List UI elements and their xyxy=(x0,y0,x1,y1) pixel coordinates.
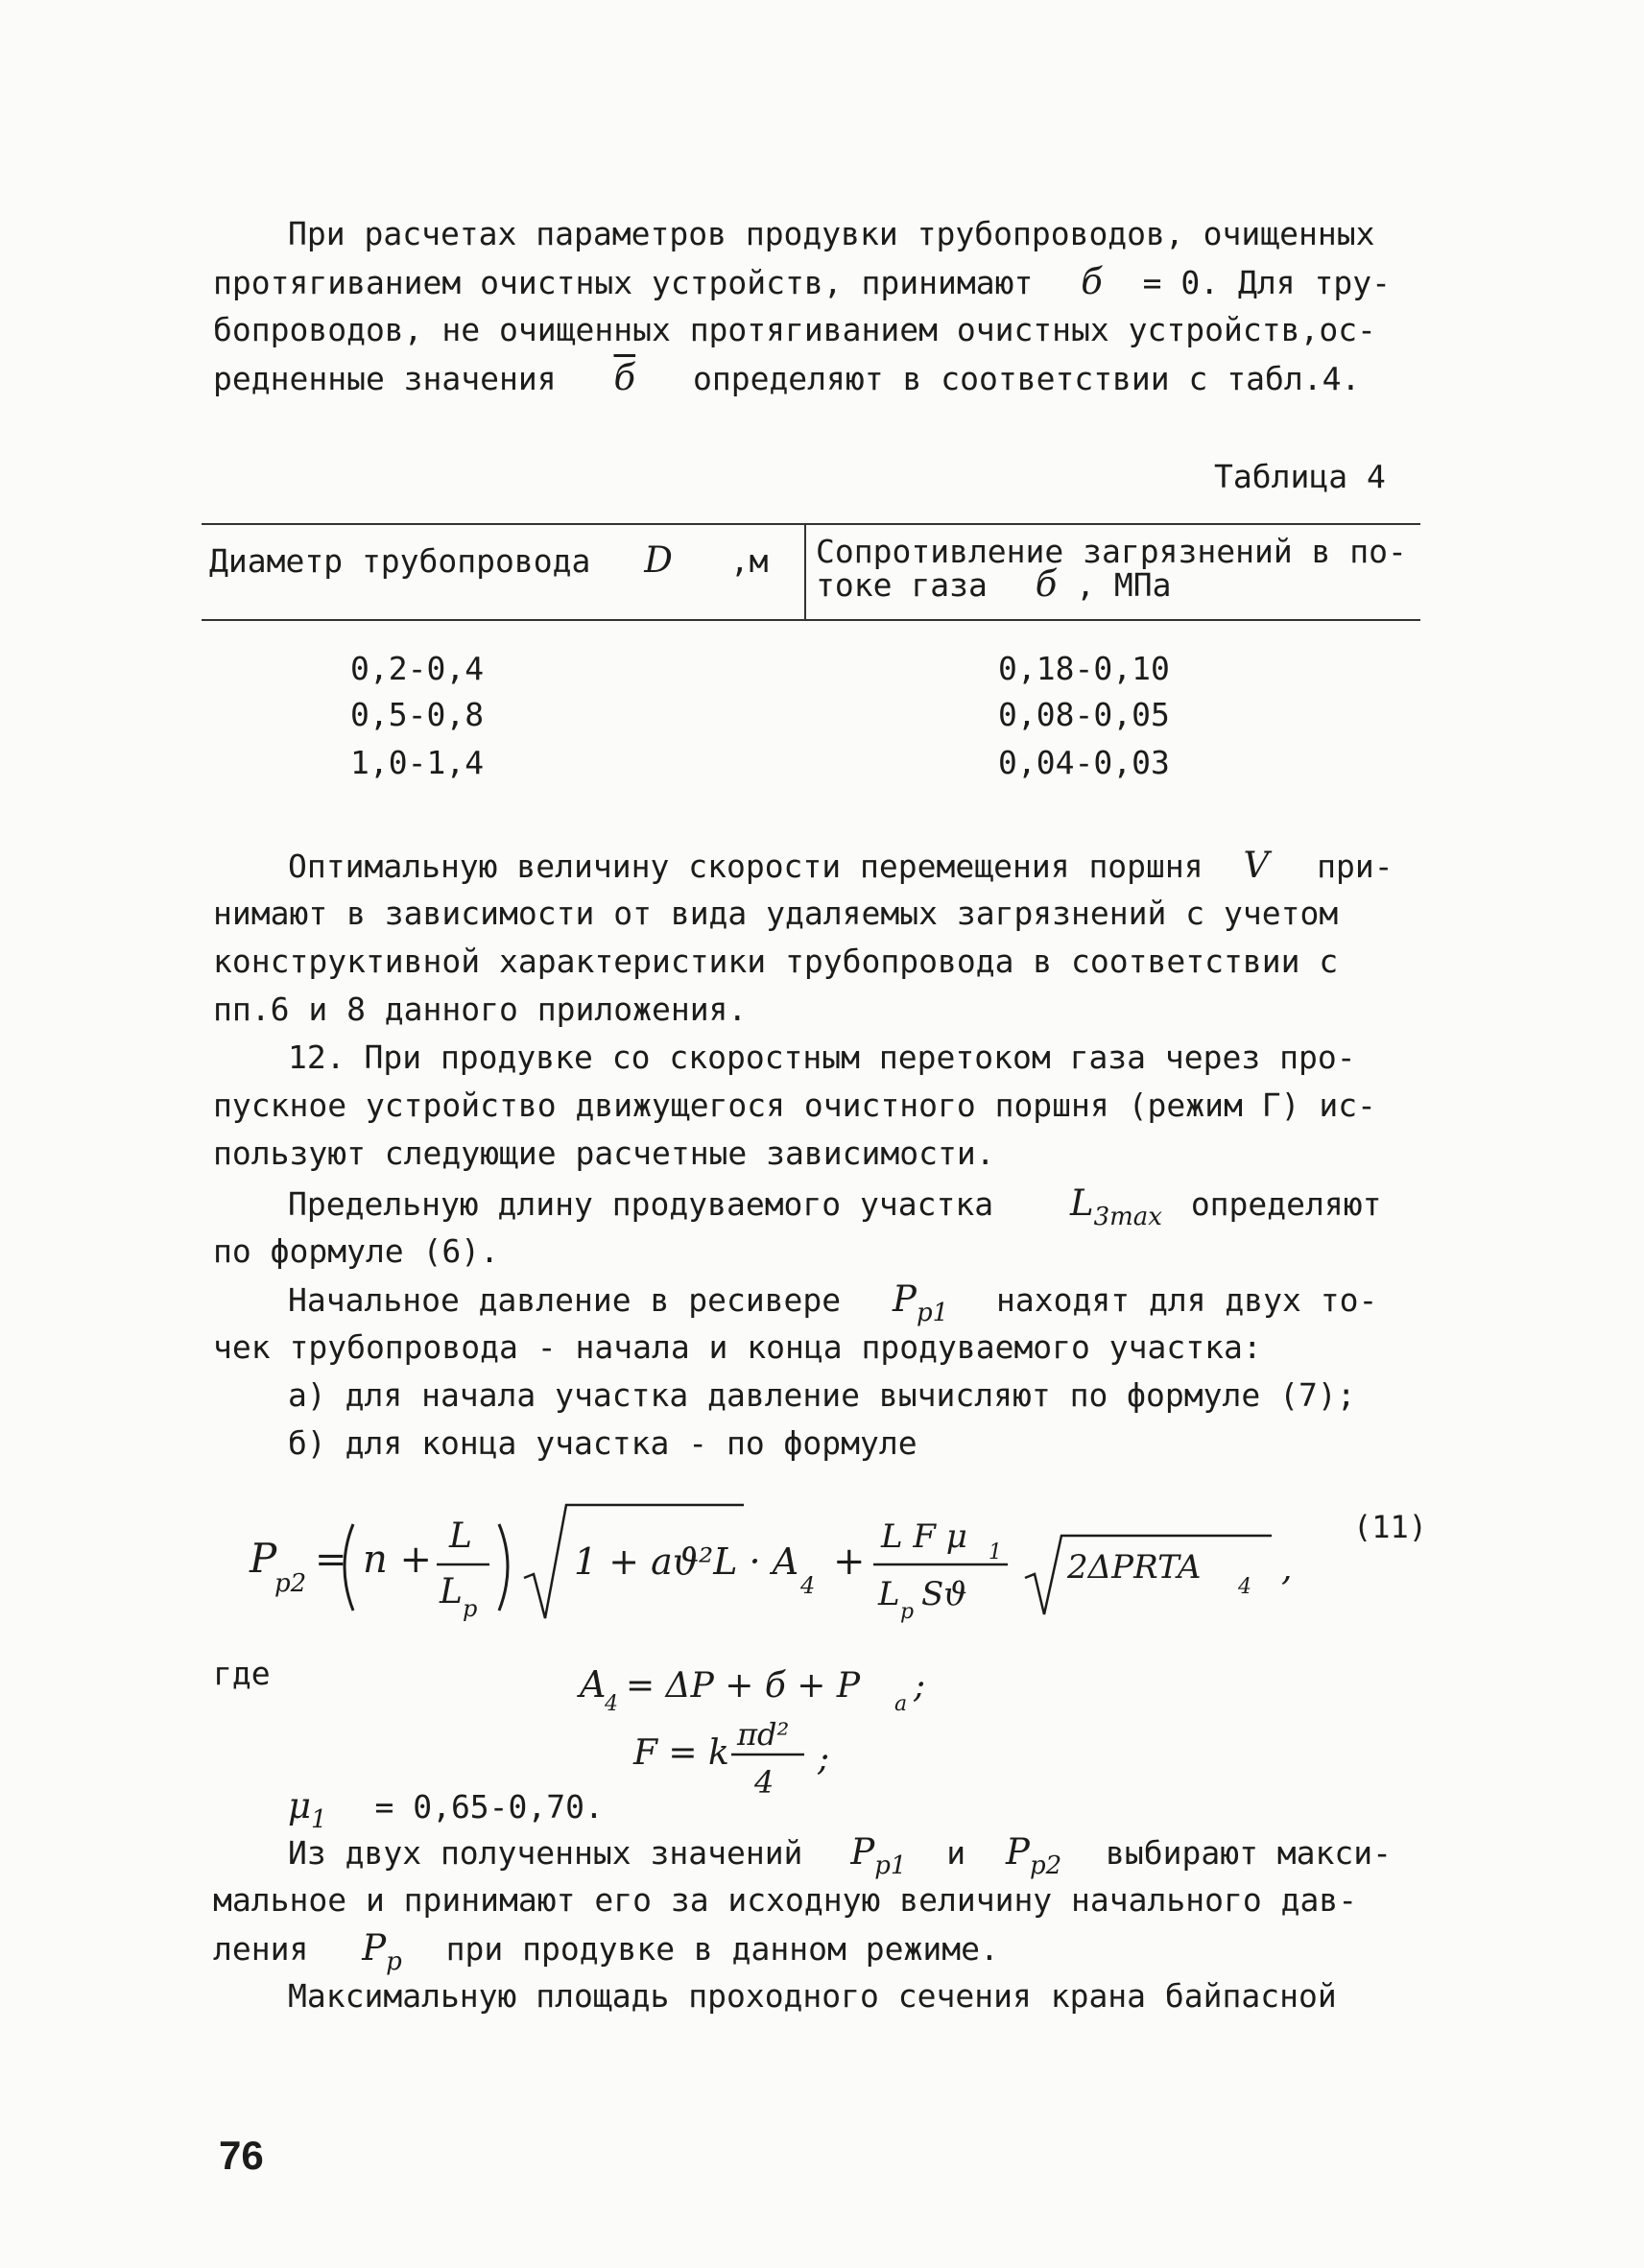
table-cell-resistance: 0,04-0,03 xyxy=(998,744,1170,781)
para2-line-2: пускное устройство движущегося очистного поршня (режим Г) ис- xyxy=(213,1086,1376,1124)
mu-line xyxy=(288,1785,604,1834)
para4-line-4: б) для конца участка - по формуле xyxy=(288,1424,917,1462)
formula-right-paren xyxy=(499,1524,508,1611)
para-text-end: находят для двух то- xyxy=(996,1281,1378,1319)
formula-equals: = xyxy=(315,1538,347,1582)
intro-text-end: определяют в соответствии с табл.4. xyxy=(692,360,1361,397)
para1-line-3: конструктивной характеристики трубопровода в соответствии с xyxy=(213,943,1339,980)
header-unit: , МПа xyxy=(1076,566,1172,604)
formula-lhs: P xyxy=(250,1535,277,1582)
pressure-symbol: P xyxy=(893,1278,917,1320)
para3-line-1 xyxy=(288,1182,1382,1229)
mu-symbol: μ xyxy=(288,1785,312,1826)
formula-frac2-numerator: L F μ xyxy=(881,1517,967,1556)
formula-root2-subscript: 4 xyxy=(1238,1575,1251,1599)
intro-line-3: бопроводов, не очищенных протягиванием очистных устройств,ос- xyxy=(213,311,1376,348)
para-text: Оптимальную величину скорости перемещения поршня xyxy=(288,848,1203,885)
para3-line-2: по формуле (6). xyxy=(213,1232,500,1270)
intro-text-end: = 0. Для тру- xyxy=(1142,264,1391,301)
intro-text: протягиванием очистных устройств, принимают xyxy=(213,264,1034,301)
f-end: ; xyxy=(818,1739,830,1779)
definitions-block xyxy=(566,1651,969,1804)
a4-rhs: = ΔP + б + P xyxy=(626,1666,861,1706)
formula-n: n + xyxy=(363,1538,432,1582)
formula-comma: , xyxy=(1281,1549,1293,1588)
conjunction: и xyxy=(946,1834,966,1872)
formula-frac2-denominator: L xyxy=(878,1575,900,1613)
para6-line-1: Максимальную площадь проходного сечения крана байпасной xyxy=(288,1977,1337,2015)
formula-plus: + xyxy=(833,1540,866,1584)
para-text: Начальное давление в ресивере xyxy=(288,1281,842,1319)
header-line-1: Сопротивление загрязнений в по- xyxy=(816,533,1407,570)
para1-line-1 xyxy=(288,845,1394,888)
table-cell-diameter: 0,5-0,8 xyxy=(350,696,485,733)
table-header-rule xyxy=(202,619,1420,621)
para2-line-1: 12. При продувке со скоростным перетоком газа через про- xyxy=(288,1039,1356,1076)
pressure-symbol: P xyxy=(1006,1831,1030,1873)
para-text-end: определяют xyxy=(1190,1185,1382,1223)
para5-line-1 xyxy=(288,1831,1393,1880)
formula-frac1-den-subscript: p xyxy=(463,1595,478,1622)
para-text: Предельную длину продуваемого участка xyxy=(288,1185,994,1223)
pressure-subscript: p xyxy=(386,1947,402,1976)
diameter-symbol: D xyxy=(644,539,673,581)
header-unit: ,м xyxy=(729,542,769,580)
formula-lhs-subscript: p2 xyxy=(274,1569,307,1598)
para1-line-4: пп.6 и 8 данного приложения. xyxy=(213,991,748,1028)
table-caption: Таблица 4 xyxy=(1214,458,1386,495)
formula-number: (11) xyxy=(1353,1509,1428,1545)
para-text-end: при- xyxy=(1317,848,1394,885)
mu-subscript: 1 xyxy=(311,1805,327,1834)
pressure-subscript: p1 xyxy=(874,1851,907,1880)
table-column-divider xyxy=(804,525,806,621)
para-text: ления xyxy=(213,1930,309,1968)
intro-line-4 xyxy=(213,357,1360,400)
pressure-subscript: p2 xyxy=(1029,1851,1062,1880)
header-text: Диаметр трубопровода xyxy=(209,542,591,580)
formula-frac2-den-tail: Sϑ xyxy=(921,1575,967,1613)
para-text-end: выбирают макси- xyxy=(1106,1834,1393,1872)
header-text: токе газа xyxy=(816,566,988,604)
table-cell-resistance: 0,08-0,05 xyxy=(998,696,1170,733)
f-lhs: F = k xyxy=(633,1733,729,1773)
sigma-symbol: б xyxy=(1035,563,1058,605)
para5-line-2: мальное и принимают его за исходную величину начального дав- xyxy=(213,1881,1358,1919)
intro-text: редненные значения xyxy=(213,360,557,397)
header-line-2 xyxy=(816,563,1407,605)
table-header-resistance xyxy=(816,533,1407,605)
pressure-symbol: P xyxy=(850,1831,875,1873)
formula-root1-subscript: 4 xyxy=(800,1572,816,1599)
a4-rhs-subscript: a xyxy=(894,1692,908,1716)
length-symbol: L xyxy=(1069,1182,1094,1224)
a4-end: ; xyxy=(914,1666,926,1706)
para4-line-2: чек трубопровода - начала и конца продуваемого участка: xyxy=(213,1328,1262,1366)
length-subscript: 3max xyxy=(1093,1203,1162,1231)
para-text: Из двух полученных значений xyxy=(288,1834,803,1872)
page-number: 76 xyxy=(219,2133,264,2178)
f-numerator: πd² xyxy=(737,1716,790,1753)
formula-frac1-denominator: L xyxy=(440,1572,463,1611)
formula-frac2-num-subscript: 1 xyxy=(989,1540,1002,1564)
table-top-rule xyxy=(202,523,1420,525)
formula-frac2-den-subscript: p xyxy=(900,1600,915,1624)
table-cell-diameter: 0,2-0,4 xyxy=(350,650,485,687)
formula-root2-body: 2ΔPRTA xyxy=(1067,1548,1202,1587)
sigma-symbol: б xyxy=(1081,261,1103,302)
para4-line-1 xyxy=(288,1278,1377,1325)
para4-line-3: а) для начала участка давление вычисляют по формуле (7); xyxy=(288,1376,1356,1414)
intro-line-1: При расчетах параметров продувки трубопроводов, очищенных xyxy=(288,215,1375,252)
a4-subscript: 4 xyxy=(605,1692,618,1716)
formula-root1-body: 1 + aϑ²L · A xyxy=(574,1540,799,1583)
formula-11 xyxy=(240,1497,1440,1641)
sigma-mean-symbol: б xyxy=(613,357,636,398)
para5-line-3 xyxy=(213,1927,999,1976)
intro-line-2 xyxy=(213,261,1391,304)
para2-line-3: пользуют следующие расчетные зависимости. xyxy=(213,1134,995,1172)
formula-frac1-numerator: L xyxy=(449,1516,472,1556)
table-header-diameter xyxy=(209,539,769,583)
pressure-subscript: p1 xyxy=(916,1299,949,1327)
pressure-symbol: P xyxy=(362,1927,387,1969)
table-cell-resistance: 0,18-0,10 xyxy=(998,650,1170,687)
mu-value: = 0,65-0,70. xyxy=(374,1788,604,1826)
table-cell-diameter: 1,0-1,4 xyxy=(350,744,485,781)
velocity-symbol: V xyxy=(1243,845,1270,886)
para-text-end: при продувке в данном режиме. xyxy=(445,1930,999,1968)
f-denominator: 4 xyxy=(754,1764,774,1801)
para1-line-2: нимают в зависимости от вида удаляемых загрязнений с учетом xyxy=(213,895,1339,932)
a4-symbol: A xyxy=(580,1663,607,1706)
where-label: где xyxy=(213,1655,271,1692)
